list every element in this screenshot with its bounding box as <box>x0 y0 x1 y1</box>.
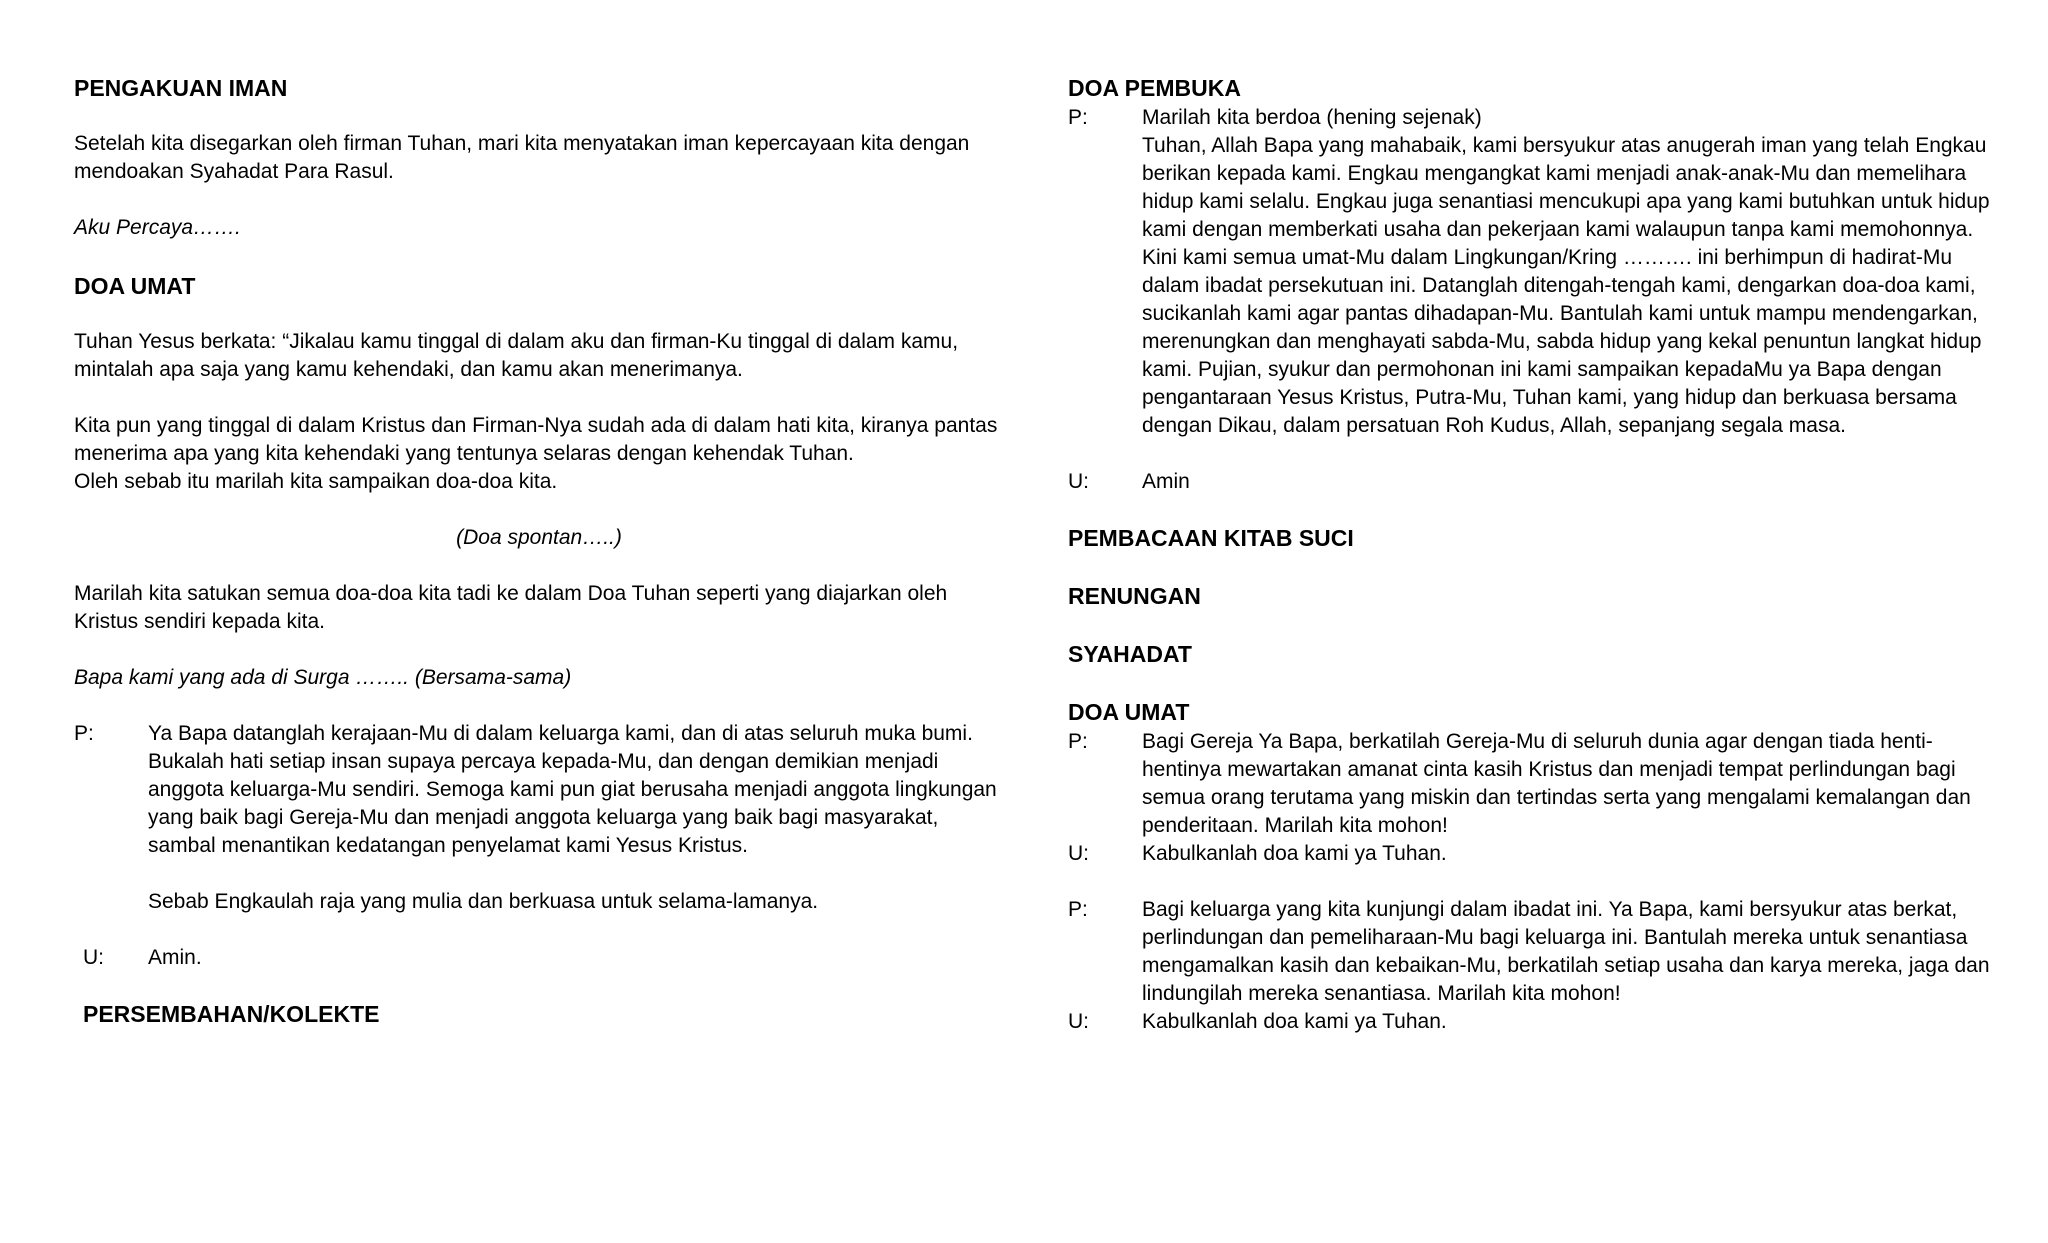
marilah-satukan-text: Marilah kita satukan semua doa-doa kita tadi ke dalam Doa Tuhan seperti yang diajarkan oleh Kristus sendiri kepada kita. <box>74 582 948 633</box>
kabulkanlah-text: Kabulkanlah doa kami ya Tuhan. <box>1142 842 1447 865</box>
heading-renungan: RENUNGAN <box>1068 583 1201 609</box>
heading-pengakuan-iman: PENGAKUAN IMAN <box>74 75 288 101</box>
p-label: P: <box>1068 106 1088 129</box>
bagi-keluarga-text: Bagi keluarga yang kita kunjungi dalam ibadat ini. Ya Bapa, kami bersyukur atas berkat, perlindungan dan pemeliharaan-Mu bagi keluarga ini. Bantulah mereka untuk senantiasa mengamalkan kasih dan kebaikan-Mu, berkatilah setiap usaha dan karya mereka, jaga dan lindungilah mereka senantiasa. Marilah kita mohon! <box>1142 898 1990 1005</box>
ya-bapa-text: Ya Bapa datanglah kerajaan-Mu di dalam keluarga kami, dan di atas seluruh muka bumi. <box>148 722 973 745</box>
oleh-sebab-text: Oleh sebab itu marilah kita sampaikan doa-doa kita. <box>74 470 558 493</box>
doa-umat-p2-response <box>1068 896 2008 1008</box>
heading-doa-pembuka: DOA PEMBUKA <box>1068 75 1241 101</box>
doa-spontan-text: (Doa spontan…..) <box>456 526 622 549</box>
u-label: U: <box>1068 842 1089 865</box>
right-column <box>1068 72 2008 1036</box>
bagi-gereja-text: Bagi Gereja Ya Bapa, berkatilah Gereja-Mu di seluruh dunia agar dengan tiada henti-hentinya mewartakan amanat cinta kasih Kristus dan menjadi tempat perlindungan bagi semua orang terutama yang miskin dan tertindas serta yang mengalami kemalangan dan penderitaan. Marilah kita mohon! <box>1142 730 1971 837</box>
p-label: P: <box>74 722 94 745</box>
doa-pembuka-p-response <box>1068 104 2008 440</box>
amin-text: Amin. <box>148 946 202 969</box>
kabulkanlah-text: Kabulkanlah doa kami ya Tuhan. <box>1142 1010 1447 1033</box>
heading-doa-umat-right: DOA UMAT <box>1068 699 1190 725</box>
amin-text: Amin <box>1142 470 1190 493</box>
doa-pembuka-u-response <box>1068 468 2008 496</box>
yesus-berkata-text: Tuhan Yesus berkata: “Jikalau kamu tinggal di dalam aku dan firman-Ku tinggal di dalam kamu, mintalah apa saja yang kamu kehendaki, dan kamu akan menerimanya. <box>74 330 959 381</box>
left-p-response <box>74 720 1004 916</box>
u-label: U: <box>1068 1010 1089 1033</box>
p-label: P: <box>1068 898 1088 921</box>
heading-persembahan-kolekte: PERSEMBAHAN/KOLEKTE <box>83 1001 380 1027</box>
doa-umat-p1-response <box>1068 728 2008 840</box>
u-label: U: <box>83 946 104 969</box>
bukalah-hati-text: Bukalah hati setiap insan supaya percaya kepada-Mu, dan dengan demikian menjadi anggota keluarga-Mu sendiri. Semoga kami pun giat berusaha menjadi anggota lingkungan yang baik bagi Gereja-Mu dan menjadi anggota keluarga yang baik bagi masyarakat, sambal menantikan kedatangan penyelamat kami Yesus Kristus. <box>148 750 997 857</box>
u-label: U: <box>1068 470 1089 493</box>
doa-umat-u2-response <box>1068 1008 2008 1036</box>
heading-doa-umat-left: DOA UMAT <box>74 273 196 299</box>
bapa-kami-text: Bapa kami yang ada di Surga …….. (Bersama-sama) <box>74 666 572 689</box>
doa-umat-u1-response <box>1068 840 2008 868</box>
heading-syahadat: SYAHADAT <box>1068 641 1192 667</box>
sebab-engkaulah-text: Sebab Engkaulah raja yang mulia dan berkuasa untuk selama-lamanya. <box>148 890 819 913</box>
doa-pembuka-prayer-text: Tuhan, Allah Bapa yang mahabaik, kami bersyukur atas anugerah iman yang telah Engkau berikan kepada kami. Engkau mengangkat kami menjadi anak-anak-Mu dan memelihara hidup kami selalu. Engkau juga senantiasi mencukupi apa yang kami butuhkan untuk hidup kami dengan memberkati usaha dan pekerjaan kami walaupun tanpa kami memohonnya. Kini kami semua umat-Mu dalam Lingkungan/Kring ………. ini berhimpun di hadirat-Mu dalam ibadat persekutuan ini. Datanglah ditengah-tengah kami, dengarkan doa-doa kami, sucikanlah kami agar pantas dihadapan-Mu. Bantulah kami untuk mampu mendengarkan, merenungkan dan menghayati sabda-Mu, sabda hidup yang kekal penuntun langkat hidup kami. Pujian, syukur dan permohonan ini kami sampaikan kepadaMu ya Bapa dengan pengantaraan Yesus Kristus, Putra-Mu, Tuhan kami, yang hidup dan berkuasa bersama dengan Dikau, dalam persatuan Roh Kudus, Allah, sepanjang segala masa. <box>1142 134 1990 437</box>
pengakuan-iman-text: Setelah kita disegarkan oleh firman Tuhan, mari kita menyatakan iman kepercayaan kita dengan mendoakan Syahadat Para Rasul. <box>74 132 970 183</box>
heading-pembacaan-kitab-suci: PEMBACAAN KITAB SUCI <box>1068 525 1354 551</box>
marilah-berdoa-text: Marilah kita berdoa (hening sejenak) <box>1142 106 1482 129</box>
kita-pun-text: Kita pun yang tinggal di dalam Kristus dan Firman-Nya sudah ada di dalam hati kita, kiranya pantas menerima apa yang kita kehendaki yang tentunya selaras dengan kehendak Tuhan. <box>74 414 998 465</box>
p-label: P: <box>1068 730 1088 753</box>
left-u-response <box>74 944 1004 972</box>
left-column <box>74 72 1004 1030</box>
aku-percaya-text: Aku Percaya……. <box>74 216 241 239</box>
